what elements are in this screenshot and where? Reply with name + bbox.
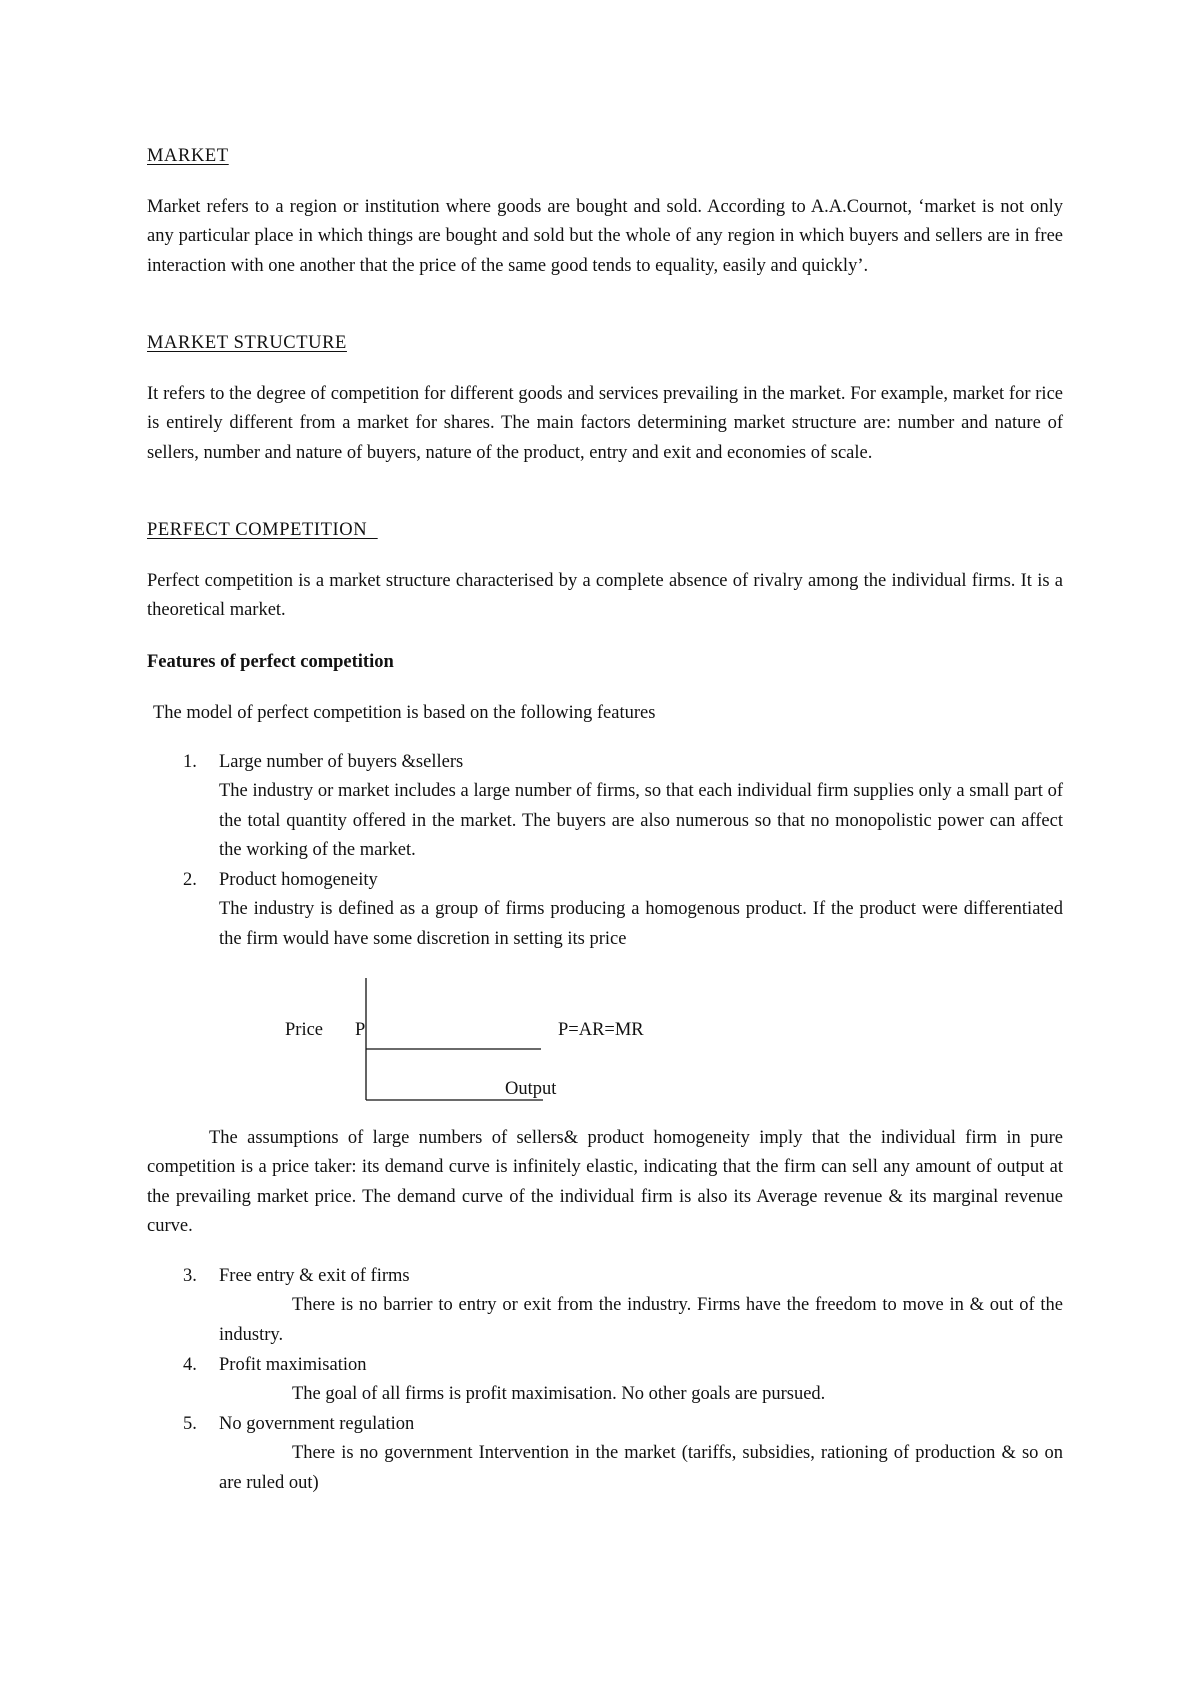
list-item-title: Product homogeneity [219, 870, 378, 890]
heading-market-structure: MARKET STRUCTURE [147, 333, 347, 353]
heading-perfect-competition: PERFECT COMPETITION [147, 520, 378, 540]
list-item-number: 4. [183, 1355, 197, 1375]
list-item-number: 2. [183, 870, 197, 890]
price-level-label: P [355, 1020, 366, 1040]
list-item-body: There is no government Intervention in the market (tariffs, subsidies, rationing of production & so on are ruled out) [219, 1443, 1063, 1493]
list-item-body: The goal of all firms is profit maximisation. No other goals are pursued. [292, 1384, 826, 1405]
features-intro: The model of perfect competition is based on the following features [153, 703, 656, 723]
diagram-axes [147, 970, 1063, 1110]
list-item-title: Free entry & exit of firms [219, 1266, 410, 1286]
list-item-body: The industry or market includes a large number of firms, so that each individual firm supplies only a small part of the total quantity offered in the market. The buyers are also numerous so that no monopolistic power can affect the working of the market. [219, 781, 1063, 860]
list-item-number: 1. [183, 752, 197, 772]
paragraph-market-structure: It refers to the degree of competition for different goods and services prevailing in the market. For example, market for rice is entirely different from a market for shares. The main factors determining market structure are: number and nature of sellers, number and nature of buyers, nature of the product, entry and exit and economies of scale. [147, 384, 1063, 463]
list-item-body: The industry is defined as a group of firms producing a homogenous product. If the product were differentiated the firm would have some discretion in setting its price [219, 899, 1063, 949]
x-axis-label: Output [505, 1079, 557, 1099]
list-item-number: 5. [183, 1414, 197, 1434]
list-item-title: No government regulation [219, 1414, 415, 1434]
curve-label: P=AR=MR [558, 1020, 644, 1040]
demand-curve-diagram [147, 970, 1063, 1110]
heading-market: MARKET [147, 146, 229, 166]
y-axis-label: Price [285, 1020, 324, 1040]
list-item-body: There is no barrier to entry or exit from the industry. Firms have the freedom to move in & out of the industry. [219, 1295, 1063, 1345]
subheading-features: Features of perfect competition [147, 652, 394, 672]
list-item-title: Profit maximisation [219, 1355, 367, 1375]
list-item-title: Large number of buyers &sellers [219, 752, 464, 772]
paragraph-assumptions: The assumptions of large numbers of sellers& product homogeneity imply that the individual firm in pure competition is a price taker: its demand curve is infinitely elastic, indicating that the firm can sell any amount of output at the prevailing market price. The demand curve of the individual firm is also its Average revenue & its marginal revenue curve. [147, 1128, 1063, 1236]
paragraph-perfect-competition: Perfect competition is a market structure characterised by a complete absence of rivalry among the individual firms. It is a theoretical market. [147, 571, 1063, 621]
paragraph-market-definition: Market refers to a region or institution where goods are bought and sold. According to A.A.Cournot, ‘market is not only any particular place in which things are bought and sold but the whole of any region in which buyers and sellers are in free interaction with one another that the price of the same good tends to equality, easily and quickly’. [147, 197, 1063, 276]
list-item-number: 3. [183, 1266, 197, 1286]
